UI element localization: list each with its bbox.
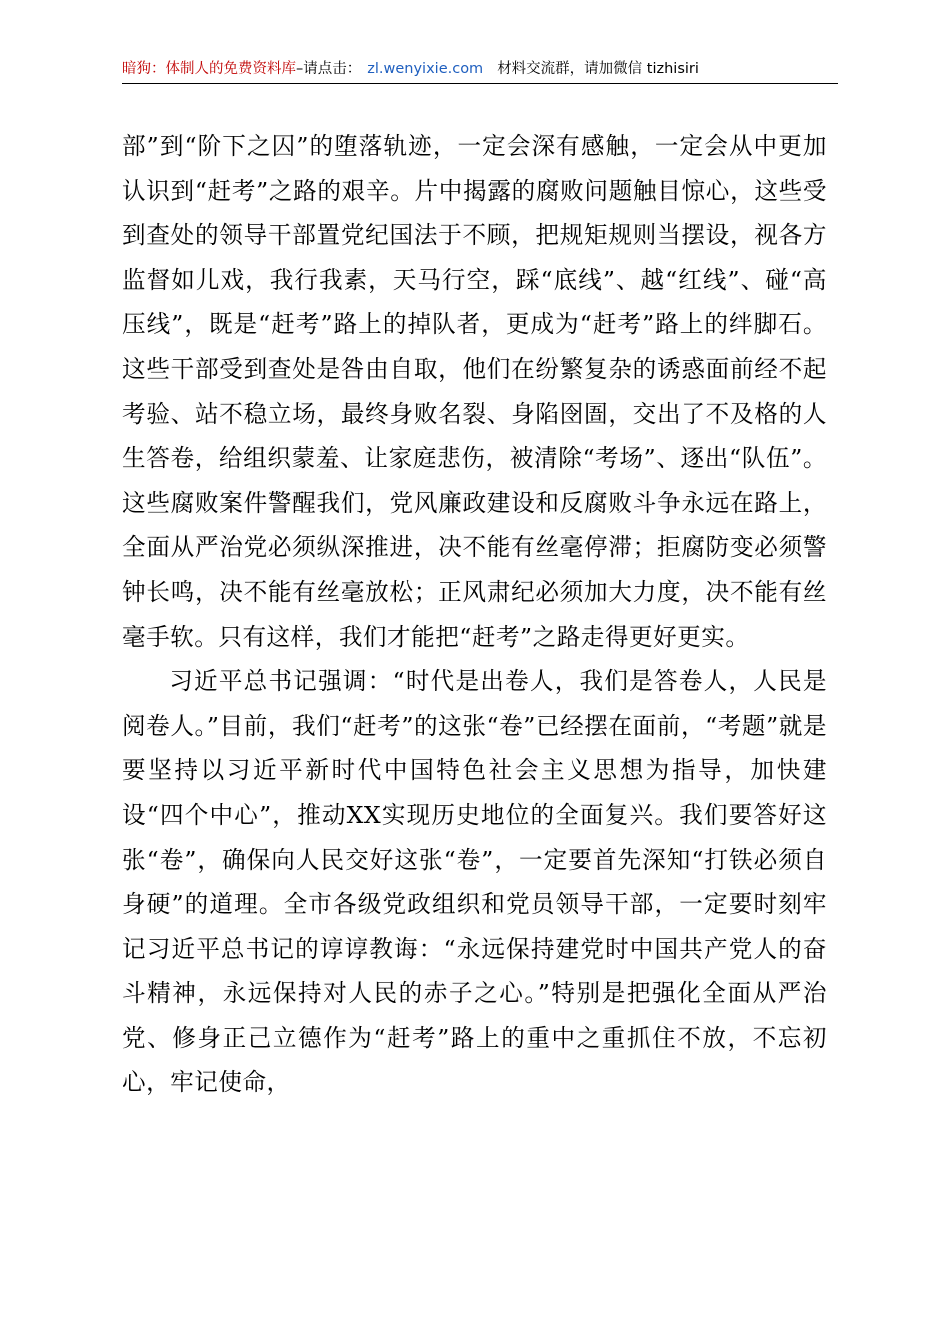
paragraph-2: 习近平总书记强调：“时代是出卷人，我们是答卷人，人民是阅卷人。”目前，我们“赶考”的这张“卷”已经摆在面前，“考题”就是要坚持以习近平新时代中国特色社会主义思想为指导，加快建设“四个中心”，推动XX实现历史地位的全面复兴。我们要答好这张“卷”，确保向人民交好这张“卷”，一定要首先深知“打铁必须自身硬”的道理。全市各级党政组织和党员领导干部，一定要时刻牢记习近平总书记的谆谆教诲：“永远保持建党时中国共产党人的奋斗精神，永远保持对人民的赤子之心。”特别是把强化全面从严治党、修身正己立德作为“赶考”路上的重中之重抓住不放，不忘初心，牢记使命， [122,667,827,1097]
document-body [122,124,827,1105]
header-contact: 材料交流群，请加微信 tizhisiri [497,61,699,77]
header-rule [122,83,838,84]
header-link[interactable]: zl.wenyixie.com [367,61,484,77]
paragraph-1: 部”到“阶下之囚”的堕落轨迹，一定会深有感触，一定会从中更加认识到“赶考”之路的艰辛。片中揭露的腐败问题触目惊心，这些受到查处的领导干部置党纪国法于不顾，把规矩规则当摆设，视各方监督如儿戏，我行我素，天马行空，踩“底线”、越“红线”、碰“高压线”，既是“赶考”路上的掉队者，更成为“赶考”路上的绊脚石。这些干部受到查处是咎由自取，他们在纷繁复杂的诱惑面前经不起考验、站不稳立场，最终身败名裂、身陷囹圄，交出了不及格的人生答卷，给组织蒙羞、让家庭悲伤，被清除“考场”、逐出“队伍”。这些腐败案件警醒我们，党风廉政建设和反腐败斗争永远在路上，全面从严治党必须纵深推进，决不能有丝毫停滞；拒腐防变必须警钟长鸣，决不能有丝毫放松；正风肃纪必须加大力度，决不能有丝毫手软。只有这样，我们才能把“赶考”之路走得更好更实。 [122,132,827,651]
page-header [122,56,838,82]
header-brand: 暗狗：体制人的免费资料库 [122,61,296,77]
header-separator: –请点击： [296,61,362,77]
